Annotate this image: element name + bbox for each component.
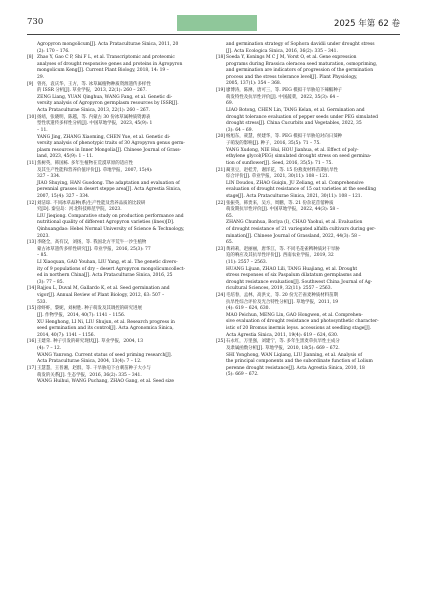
reference-line: stage[J]. Acta Prataculturae Sinica, 2021, 30(11): 108 – 121. <box>226 193 363 199</box>
reference-number: [10] <box>27 114 37 120</box>
reference-text <box>226 220 400 246</box>
reference-line: Acta Agrestia Sinica, 2011, 19(4): 619 – 624, 630. <box>226 332 339 338</box>
reference-line: 65. <box>226 240 234 246</box>
reference-line: versity analysis of phenotypic traits of 30 Agropyron genus germ- <box>37 141 185 147</box>
reference-line: 2023. <box>37 233 50 239</box>
reference-text <box>37 115 211 135</box>
reference-entry <box>27 115 211 135</box>
reference-text <box>37 339 211 352</box>
reference-entry <box>27 135 211 161</box>
reference-line: ZENG Liang, YUAN Qinghua, WANG Fang, et al. Genetic di- <box>37 94 173 100</box>
reference-line: land, 2023, 45(9): 1 – 11. <box>37 154 94 160</box>
reference-line: stress responses of six Paspalum dilatatum germplasms and <box>226 273 362 279</box>
reference-text <box>226 313 400 339</box>
reference-text <box>37 240 211 260</box>
reference-entry <box>27 379 211 386</box>
reference-entry <box>27 82 211 95</box>
reference-number: [20] <box>216 134 226 140</box>
reference-line: 究[D]. 秦皇岛：河北科技师范学院，2023. <box>37 207 122 213</box>
reference-number <box>27 320 37 340</box>
reference-text <box>37 181 211 201</box>
reference-line: – 11. <box>37 127 48 133</box>
reference-line: 毛培春，孟林，高洪文，等. 20 份无芒雀麦种质材料苗期 <box>226 293 338 299</box>
reference-number <box>27 260 37 286</box>
reference-line: 徐虾虾，黎妮，刘树胜. 种子萌发及其调控的研究进展 <box>37 306 142 312</box>
reference-text <box>226 181 400 201</box>
reference-line: plasm resources in Inner Mongolia[J]. Chinese Journal of Grass- <box>37 147 182 153</box>
reference-line: (5): 669 – 672. <box>226 372 259 378</box>
reference-line: MAO Peichun, MENG Lin, GAO Hongwen, et al. Comprehen- <box>226 312 363 318</box>
reference-line: nutritional quality of different Agropyron varieties (lines)[D]. <box>37 220 175 226</box>
reference-line: 萌发的关系[J]. 生态学报，2016, 36(2): 335 – 341. <box>37 372 142 378</box>
reference-line: Acta Prataculturae Sinica, 2004, 13(4): 7 – 12. <box>37 359 142 365</box>
reference-line: ricultural Sciences, 2019, 32(11): 2557 – 2563. <box>226 286 332 292</box>
reference-line: 及其生产性能和营养价值评价[J]. 草地学报，2007, 15(4): <box>37 167 153 173</box>
reference-text <box>37 95 211 115</box>
reference-line: LI Xiaoquan, GAO Youhan, LIU Yang, et al. The genetic divers- <box>37 260 178 266</box>
reference-line: (4): 7 – 12. <box>37 345 62 351</box>
reference-text <box>37 201 211 214</box>
reference-number <box>216 42 226 55</box>
reference-number: [9] <box>27 81 34 87</box>
reference-line: 廖博涛，陈淋，唐可三，等. PEG 模拟干旱胁迫下辣椒种子 <box>226 88 343 94</box>
reference-line: Acta Prataculturae Sinica, 2013, 22(1): 260 – 267. <box>37 108 150 114</box>
reference-number: [8] <box>27 55 34 61</box>
reference-line: 型性状遗传多样性分析[J]. 中国草地学报，2023, 45(9): 1 <box>37 121 153 127</box>
reference-number <box>27 181 37 201</box>
reference-line: Qinhuangdao: Hebei Normal University of Science & Technology, <box>37 227 185 232</box>
reference-line: the principal components and the subordinate function of Lolium <box>226 359 373 365</box>
reference-text <box>37 55 211 81</box>
reference-entry <box>27 95 211 115</box>
reference-text <box>37 161 211 181</box>
reference-line: 抗旱性综合评价及光合特性分析[J]. 草地学报，2011, 19 <box>226 299 339 305</box>
reference-line: [J]. 作物学报，2014, 40(7): 1141 – 1156. <box>37 312 126 318</box>
reference-line: evaluation of drought resistance of 15 oat varieties at the seedling <box>226 187 377 193</box>
reference-entry <box>27 339 211 352</box>
reference-text <box>226 148 400 168</box>
reference-number <box>27 214 37 240</box>
reference-text <box>37 286 211 306</box>
reference-line: Zhao Y, Gao C P, Shi F L, et al. Transcriptomic and proteomic <box>37 55 175 61</box>
reference-line: 刘洁琼. 不同冰草品种(系)生产性能及营养品质的比较研 <box>37 200 146 206</box>
reference-number <box>216 267 226 293</box>
reference-line: Agropyron mongolicum[J]. Acta Prataculturae Sinica, 2011, 20 <box>37 42 179 47</box>
reference-line: ZHANG Chunhua, Boriya (I), CHAO Yaohui, et al. Evaluation <box>226 220 363 226</box>
reference-entry <box>27 201 211 214</box>
reference-line: ethylene glycol(PEG) simulated drought stress on seed germina- <box>226 154 372 160</box>
reference-number <box>27 95 37 115</box>
reference-entry <box>216 148 400 168</box>
reference-line: 29. <box>37 74 45 80</box>
reference-line: 533. <box>37 299 47 305</box>
reference-text <box>37 135 211 161</box>
reference-line: analyses of drought responsive genes and proteins in Agropyron <box>37 61 183 67</box>
reference-line: process and the stress tolerance level[J]. Plant Physiology, <box>226 74 358 80</box>
reference-line: 杨旭东，聂慧，侯建华，等. PEG 模拟干旱胁迫对向日葵种 <box>226 134 343 140</box>
reference-text <box>226 247 400 267</box>
reference-number: [21] <box>216 167 226 173</box>
reference-line: (11): 2557 – 2563. <box>226 259 268 265</box>
reference-line: ed in northern China[J]. Acta Prataculturae Sinica, 2016, 25 <box>37 273 173 279</box>
reference-line: (3): 64 – 69. <box>226 127 253 133</box>
reference-line: 张振英，韩贵来，吴方，周鹏，等. 21 份杂花苜蓿种质 <box>226 200 334 206</box>
reference-line: 王慧慧，王普湘，赵群，等. 干旱胁迫下白刺苗种子大小与 <box>37 365 151 371</box>
reference-number <box>216 108 226 134</box>
reference-entry <box>216 42 400 55</box>
reference-line: 焦树英，韩国栋. 多年生植物在荒漠草原的适应性 <box>37 160 134 166</box>
reference-line: LIN Doudou, ZHAO Guiqin, JU Zeliang, et al. Comprehensive <box>226 180 364 186</box>
reference-line: 李晓全，高有汉，刘扬，等. 我国北方半荒牛一沙生植物 <box>37 240 147 246</box>
page-header <box>0 15 427 31</box>
reference-number: [22] <box>216 200 226 206</box>
reference-number <box>216 313 226 339</box>
reference-text <box>37 42 211 55</box>
reference-entry <box>216 181 400 201</box>
reference-line: – 85. <box>37 253 48 259</box>
reference-line: 327 – 334. <box>37 174 61 180</box>
reference-number: [15] <box>27 306 37 312</box>
reference-line: 王建荣. 种子引发的研究现状[J]. 草业学报，2004, 13 <box>37 339 144 345</box>
reference-line: of drought resistance of 21 variegated alfalfa cultivars during ger- <box>226 227 376 232</box>
reference-line: (4): 619 – 624, 630. <box>226 306 270 312</box>
reference-number <box>216 181 226 201</box>
reference-line: 综合评价[J]. 草业学报，2021, 30(11): 108 – 121. <box>226 174 330 180</box>
reference-text <box>37 214 211 240</box>
reference-entry <box>27 240 211 260</box>
reference-line: LIU Jieqiong. Comparative study on production performance and <box>37 213 184 219</box>
reference-line: 蔺亚豆，赵桂芳，谢洋花，等. 15 份燕麦材料苗期抗旱性 <box>226 167 338 173</box>
reference-text <box>226 88 400 108</box>
reference-number: [23] <box>216 246 226 252</box>
journal-issue: 2025 年第 62 卷 <box>333 19 400 29</box>
reference-line: tion of sunflower[J]. Seed, 2016, 35(5): 71 – 75. <box>226 160 333 166</box>
reference-text <box>226 293 400 313</box>
reference-line: 65. <box>226 213 234 219</box>
reference-text <box>37 82 211 95</box>
reference-entry <box>27 181 211 201</box>
reference-number: [18] <box>216 55 226 61</box>
reference-entry <box>216 201 400 221</box>
reference-text <box>226 55 400 88</box>
reference-text <box>226 353 400 379</box>
reference-entry <box>216 88 400 108</box>
reference-entry <box>216 353 400 379</box>
reference-text <box>226 339 400 352</box>
reference-entry <box>216 247 400 267</box>
reference-text <box>226 42 400 55</box>
reference-line: 萌发期抗旱性评价[J]. 中国草地学报，2022, 44(3): 58 – <box>226 207 339 213</box>
reference-entry <box>216 339 400 352</box>
reference-line: 2014, 40(7): 1141 – 1156. <box>37 332 95 338</box>
references-left-column <box>27 42 211 386</box>
reference-entry <box>27 320 211 340</box>
reference-text <box>37 379 211 386</box>
reference-number: [25] <box>216 339 226 345</box>
reference-text <box>226 267 400 293</box>
reference-number: [12] <box>27 200 37 206</box>
reference-text <box>37 320 211 340</box>
reference-line: (3): 77 – 85. <box>37 279 64 285</box>
reference-line: drought tolerance evaluation of pepper seeds under PEG simulated <box>226 114 378 120</box>
reference-entry <box>27 161 211 181</box>
reference-text <box>226 201 400 221</box>
reference-line: seed germination and its control[J]. Acta Agronomica Sinica, <box>37 326 174 332</box>
reference-line: 子萌发的影响[J]. 种子，2016, 35(5): 71 – 75. <box>226 140 321 146</box>
reference-entry <box>216 293 400 313</box>
reference-line: versity analysis of Agropyron germplasm resources by ISSR[J]. <box>37 101 179 107</box>
reference-line: WANG Huihui, WANG Puchang, ZHAO Gang, et al. Seed size <box>37 379 175 385</box>
reference-number <box>27 353 37 366</box>
reference-line: (2): 170 – 176. <box>37 48 70 54</box>
reference-line: LIAO Botong, CHEN Lin, TANG Kelan, et al. Germination and <box>226 108 365 114</box>
reference-entry <box>216 267 400 293</box>
reference-text <box>37 366 211 379</box>
reference-line: perenne drought resistance[J]. Acta Agrestia Sinica, 2010, 18 <box>226 365 365 371</box>
reference-entry <box>27 260 211 286</box>
reference-line: perennial grasses in desert steppe area[J]. Acta Agrestia Sinica, <box>37 187 182 193</box>
reference-line: mination[J]. Chinese Journal of Grassland, 2022, 44(3): 58 – <box>226 233 361 239</box>
reference-text <box>226 108 400 134</box>
reference-line: 的 ISSR 分析[J]. 草业学报，2013, 22(1): 260 – 267. <box>37 88 147 94</box>
reference-number <box>27 42 37 55</box>
reference-line: 迫的响应及其抗旱性评价[J]. 西南农业学报，2019, 32 <box>226 253 334 259</box>
reference-line: 蒙古冰草遗传多样性研究[J]. 草业学报，2016, 25(3): 77 <box>37 246 151 252</box>
reference-line: and germination are indicators of progression of the germination <box>226 68 374 74</box>
reference-line: YANG Jing, ZHANG Xiaoming, CHEN Yue, et al. Genetic di- <box>37 134 171 140</box>
reference-entry <box>216 55 400 88</box>
reference-entry <box>216 108 400 134</box>
reference-number: [19] <box>216 88 226 94</box>
reference-line: 2005, 137(1): 354 – 368. <box>226 81 282 87</box>
reference-entry <box>27 214 211 240</box>
reference-number <box>216 220 226 246</box>
reference-entry <box>27 353 211 366</box>
reference-entry <box>27 306 211 319</box>
reference-number: [16] <box>27 339 37 345</box>
reference-number: [14] <box>27 286 37 292</box>
reference-line: sive evaluation of drought resistance and photosynthetic character- <box>226 319 379 325</box>
reference-line: programs during Brassica oleracea seed maturation, osmopriming, <box>226 61 378 67</box>
reference-line: XU Henghong, LI Ni, LIU Shujun, et al. Research progress in <box>37 319 175 325</box>
reference-line: Soeda Y, Konings M C J M, Vorst O, et al. Gene expression <box>226 55 357 61</box>
reference-line: WANG Yanrong. Current status of seed priming research[J]. <box>37 352 173 358</box>
reference-entry <box>27 55 211 81</box>
references-right-column <box>216 42 400 379</box>
reference-line: YANG Xudong, NIE Hui, HOU Jianhua, et al. Effect of poly- <box>226 147 359 153</box>
reference-entry <box>216 168 400 181</box>
reference-number: [24] <box>216 293 226 299</box>
reference-line: [J]. Acta Ecologica Sinica, 2016, 36(2): 335 – 341. <box>226 48 338 54</box>
reference-line: JIAO Shuying, HAN Guodong. The adaptation and evaluation of <box>37 180 180 186</box>
reference-number <box>216 148 226 168</box>
reference-entry <box>216 313 400 339</box>
reference-line: 萌发特性及抗旱性评价[J]. 中国蔬菜，2022, 35(3): 64 – <box>226 94 339 100</box>
reference-line: 石永红，万里强，刘建宁，等. 多年生黑麦草抗旱性主成分 <box>226 339 340 345</box>
reference-entry <box>27 286 211 306</box>
reference-text <box>226 134 400 147</box>
reference-line: 69. <box>226 101 234 107</box>
reference-line: vigor[J]. Annual Review of Plant Biology, 2012, 63: 507 – <box>37 293 165 299</box>
reference-number: [13] <box>27 240 37 246</box>
reference-number <box>216 353 226 379</box>
reference-number: [17] <box>27 365 37 371</box>
reference-text <box>226 168 400 181</box>
reference-line: mongolicum Keng[J]. Current Plant Biology, 2018, 14: 19 – <box>37 68 169 74</box>
reference-number <box>27 135 37 161</box>
reference-text <box>37 306 211 319</box>
reference-line: istic of 20 Bromus inermis leyss. accessions at seedling stage[J]. <box>226 325 372 331</box>
reference-entry <box>216 134 400 147</box>
reference-line: 曾亮，袁庆华，王方，等. 冰草属植物种质资源遗传多样性 <box>37 81 151 87</box>
reference-entry <box>27 366 211 379</box>
reference-line: HUANG Lijuan, ZHAO Lili, TANG Huajiang, et al. Drought <box>226 266 358 272</box>
reference-entry <box>216 220 400 246</box>
reference-line: 扬靖，张晓明，陈越，等. 内蒙古 30 份冰草属种质资源表 <box>37 114 151 120</box>
header-rule <box>27 34 400 35</box>
page-number: 730 <box>27 17 44 27</box>
reference-line: Rajjou L, Duval M, Gallardo K, et al. Seed germination and <box>37 286 170 292</box>
reference-line: 及隶属函数分析[J]. 草地学报，2010, 18(5): 669 – 672. <box>226 345 340 351</box>
reference-number: [11] <box>27 160 37 166</box>
header-color-band <box>177 15 257 31</box>
reference-line: ity of 9 populations of dry – desert Agropyron mongolicumcollect- <box>37 266 185 272</box>
reference-line: 黄莉莉，赵丽丽，唐华江，等. 不同毛花雀稗种质对干旱胁 <box>226 246 340 252</box>
reference-number <box>27 379 37 386</box>
reference-entry <box>27 42 211 55</box>
reference-line: SHI Yonghong, WAN Liqiang, LIU Jianning, et al. Analysis of <box>226 352 363 358</box>
reference-line: drought stress[J]. China Cucurbits and Vegetables, 2022, 35 <box>226 121 362 127</box>
reference-line: drought resistance evaluation[J]. Southwest China Journal of Ag- <box>226 279 373 285</box>
reference-line: 2007, 15(4): 327 – 334. <box>37 193 90 199</box>
reference-text <box>37 260 211 286</box>
reference-line: and germination strategy of Sophora davidii under drought stress <box>226 42 375 47</box>
reference-text <box>37 353 211 366</box>
